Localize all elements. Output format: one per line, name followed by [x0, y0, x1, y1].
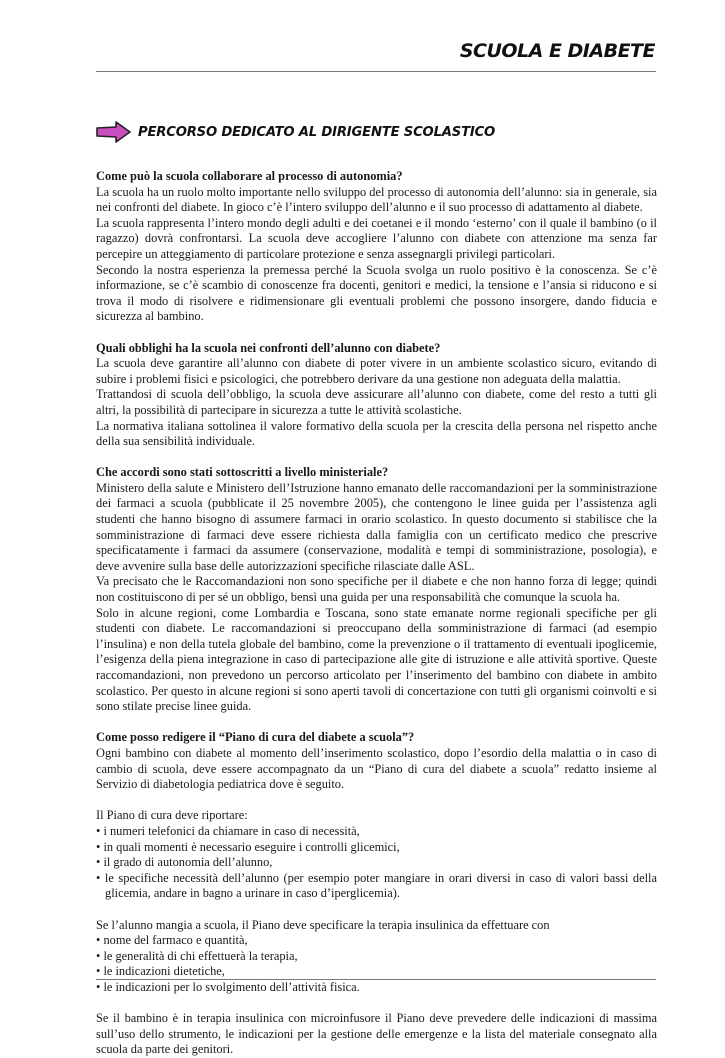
footer-rule: [96, 979, 656, 980]
list-intro: Se l’alunno mangia a scuola, il Piano deve specificare la terapia insulinica da effettuare con: [96, 917, 550, 932]
bullet-list: [96, 824, 657, 902]
question-heading: Quali obblighi ha la scuola nei confronti dell’alunno con diabete?: [96, 340, 441, 355]
list-item: • i numeri telefonici da chiamare in caso di necessità,: [96, 824, 657, 840]
document-body: [96, 169, 657, 1058]
paragraph: Va precisato che le Raccomandazioni non sono specifiche per il diabete e che non hanno forza di legge; quindi non costituiscono di per sé un obbligo, bensì una guida per una responsabilità che comunque la scuola ha.: [96, 574, 657, 605]
list-item: • il grado di autonomia dell’alunno,: [96, 855, 657, 871]
list-item: • nome del farmaco e quantità,: [96, 933, 657, 949]
header-rule: [96, 71, 656, 72]
paragraph: La scuola ha un ruolo molto importante nello sviluppo del processo di autonomia dell’alunno: sia in generale, sia nei confronti del diabete. In gioco c’è l’intero sviluppo dell’alunno e il suo processo di adattamento al diabete.: [96, 184, 657, 215]
question-heading: Che accordi sono stati sottoscritti a livello ministeriale?: [96, 465, 389, 480]
paragraph: Secondo la nostra esperienza la premessa perché la Scuola svolga un ruolo positivo è la conoscenza. Se c’è informazione, se c’è scambio di conoscenze fra docenti, genitori e medici, la tensione e l’ansia si riducono e si trova il modo di risolvere e ridimensionare gli eventuali problemi che possono insorgere, dando fiducia e sicurezza al bambino.: [96, 262, 657, 324]
list-item: • in quali momenti è necessario eseguire i controlli glicemici,: [96, 840, 657, 856]
section-heading: [96, 120, 495, 144]
bullet-list: [96, 933, 657, 995]
list-item: • le indicazioni dietetiche,: [96, 964, 657, 980]
list-item: • le indicazioni per lo svolgimento dell’attività fisica.: [96, 980, 657, 996]
question-heading: Come può la scuola collaborare al processo di autonomia?: [96, 169, 403, 183]
paragraph: Se il bambino è in terapia insulinica con microinfusore il Piano deve prevedere delle indicazioni di massima sull’uso dello strumento, le indicazioni per la gestione delle emergenze e la lista del materiale consegnato alla scuola da parte dei genitori.: [96, 1011, 657, 1057]
paragraph: Solo in alcune regioni, come Lombardia e Toscana, sono state emanate norme regionali specifiche per gli studenti con diabete. Le raccomandazioni si preoccupano della somministrazione di farmaci (ad esempio l’insulina) e non della tutela globale del bambino, come la prevenzione o il trattamento di eventuali ipoglicemie, l’esigenza della piena integrazione in caso di partecipazione alle gite di istruzione e alle attività sportive. Queste raccomandazioni, non prevedono un percorso articolato per l’inserimento del bambino con diabete in ambito scolastico. Per questo in alcune regioni si sono aperti tavoli di concertazione con tutti gli organismi coinvolti e si sono stilate precise linee guida.: [96, 605, 657, 714]
running-header: SCUOLA E DIABETE: [459, 40, 655, 62]
paragraph: La scuola rappresenta l’intero mondo degli adulti e dei coetanei e il mondo ‘esterno’ con il quale il bambino (o il ragazzo) dovrà confrontarsi. La scuola deve accogliere l’alunno con diabete con attenzione ma senza far percepire un atteggiamento di particolare protezione e senza assegnargli privilegi particolari.: [96, 215, 657, 261]
paragraph: Ministero della salute e Ministero dell’Istruzione hanno emanato delle raccomandazioni per la somministrazione dei farmaci a scuola (pubblicate il 25 novembre 2005), che contengono le linee guida per l’assistenza agli studenti che hanno bisogno di assumere farmaci in orario scolastico. In questo documento si stabilisce che la somministrazione di farmaci deve essere richiesta dalla famiglia con un certificato medico che prescrive specificatamente i farmaci da assumere (conservazione, modalità e tempi di somministrazione, posologia), e deve avvenire sulla base delle autorizzazioni specifiche rilasciate dalle ASL.: [96, 480, 657, 573]
list-item: • le specifiche necessità dell’alunno (per esempio poter mangiare in orari diversi in caso di valori bassi della glicemia, andare in bagno a urinare in caso d’iperglicemia).: [96, 871, 657, 902]
paragraph: La scuola deve garantire all’alunno con diabete di poter vivere in un ambiente scolastico sicuro, evitando di subire i problemi fisici e psicologici, che potrebbero derivare da una gestione non adeguata della malattia.: [96, 356, 657, 386]
section-title: PERCORSO DEDICATO AL DIRIGENTE SCOLASTICO: [138, 124, 496, 140]
list-intro: Il Piano di cura deve riportare:: [96, 808, 248, 823]
question-heading: Come posso redigere il “Piano di cura del diabete a scuola”?: [96, 730, 415, 745]
paragraph: La normativa italiana sottolinea il valore formativo della scuola per la crescita della persona nel rispetto anche della sua sensibilità individuale.: [96, 418, 657, 449]
paragraph: Trattandosi di scuola dell’obbligo, la scuola deve assicurare all’alunno con diabete, come del resto a tutti gli altri, la possibilità di partecipare in sicurezza a tutte le attività scolastiche.: [96, 387, 657, 417]
list-item: • le generalità di chi effettuerà la terapia,: [96, 949, 657, 965]
paragraph: Ogni bambino con diabete al momento dell’inserimento scolastico, dopo l’esordio della malattia o in caso di cambio di scuola, deve essere accompagnato da un “Piano di cura del diabete a scuola” redatto insieme al Servizio di diabetologia pediatrica dove è seguito.: [96, 745, 657, 792]
arrow-right-icon: [96, 121, 132, 143]
